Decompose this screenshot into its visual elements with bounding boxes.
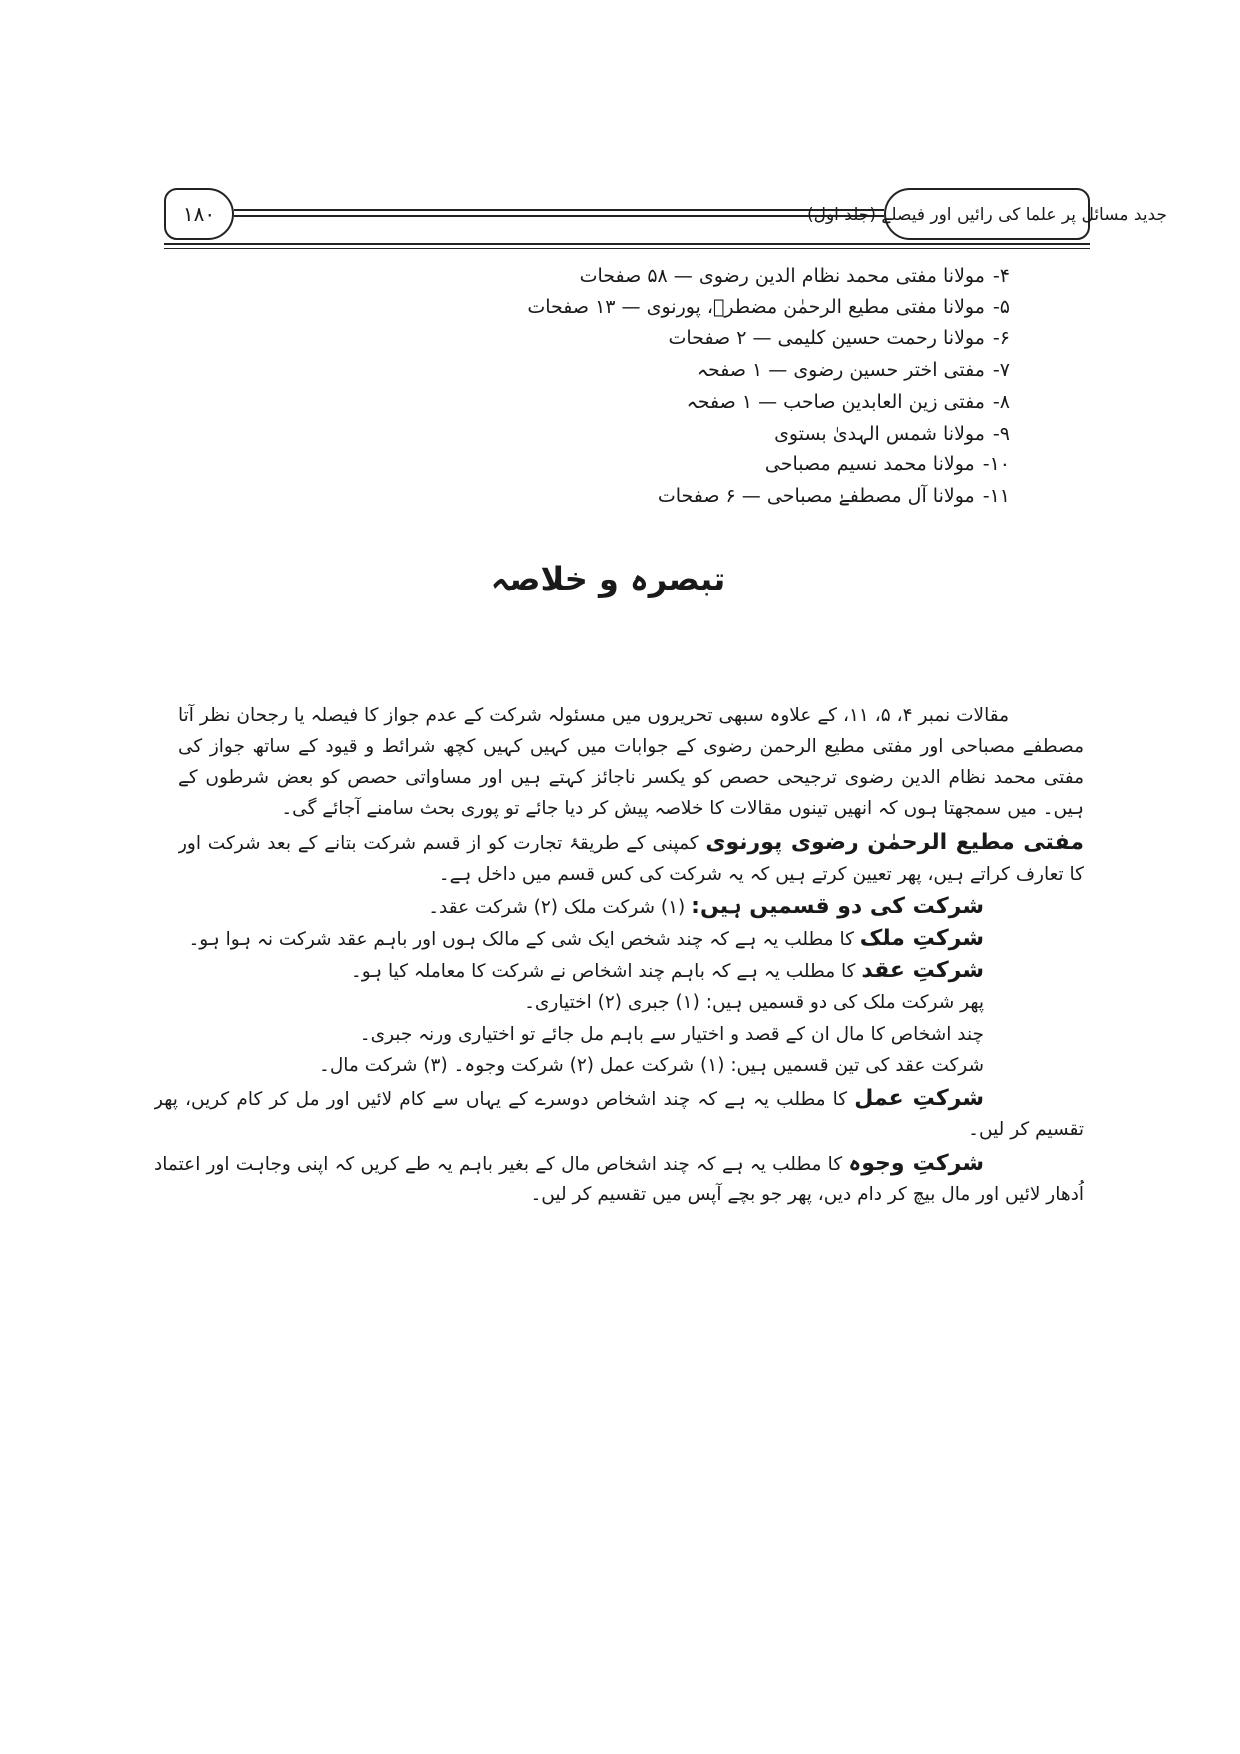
item-number: ۵- (992, 296, 1010, 318)
item-name: مولانا محمد نسیم مصباحی (764, 453, 975, 475)
paragraph-line: کا تعارف کراتے ہیں، پھر تعیین کرتے ہیں کہ یہ شرکت کی کس قسم میں داخل ہے۔ (438, 864, 1084, 885)
paragraph-line: مفتی محمد نظام الدین رضوی ترجیحی حصص کو یکسر ناجائز کہتے ہیں اور مساواتی حصص کو بعض شرطوں کے (178, 767, 1084, 788)
paragraph-line: اُدھار لائیں اور مال بیچ کر دام دیں، پھر جو بچے آپس میں تقسیم کر لیں۔ (530, 1184, 1084, 1205)
list-item: ۷-مفتی اختر حسین رضوی — ۱ صفحہ (696, 359, 1010, 381)
book-title: جدید مسائل پر علما کی رائیں اور فیصلے (جلد اول) (884, 188, 1090, 240)
list-item: ۵-مولانا مفتی مطیع الرحمٰن مضطرؔ، پورنوی — ۱۳ صفحات (527, 296, 1010, 318)
item-pages: ۱ صفحہ (686, 391, 753, 413)
item-number: ۱۰- (982, 453, 1010, 475)
item-number: ۶- (992, 327, 1010, 349)
item-pages: ۶ صفحات (657, 485, 736, 507)
item-number: ۹- (992, 423, 1010, 445)
item-pages: ۱ صفحہ (696, 359, 763, 381)
paragraph-line: چند اشخاص کا مال ان کے قصد و اختیار سے باہم مل جائے تو اختیاری ورنہ جبری۔ (359, 1024, 984, 1045)
item-name: مولانا شمس الہدیٰ بستوی (774, 423, 985, 445)
paragraph-line (351, 955, 984, 987)
paragraph-line (154, 1083, 984, 1115)
list-item: ۶-مولانا رحمت حسین کلیمی — ۲ صفحات (668, 327, 1010, 349)
item-name: مولانا رحمت حسین کلیمی (777, 327, 985, 349)
line-text: کمپنی کے طریقۂ تجارت کو از قسم شرکت بتانے کے بعد شرکت اور (178, 833, 699, 854)
paragraph-line (428, 891, 984, 923)
item-number: ۴- (992, 265, 1010, 287)
list-item: ۴-مولانا مفتی محمد نظام الدین رضوی — ۵۸ صفحات (579, 265, 1010, 287)
item-pages: ۲ صفحات (668, 327, 747, 349)
bold-lead: شرکتِ وجوہ (848, 1151, 984, 1176)
paragraph-line (154, 1148, 984, 1180)
item-name: مولانا مفتی محمد نظام الدین رضوی (698, 265, 985, 287)
paragraph-line: مقالات نمبر ۴، ۵، ۱۱، کے علاوہ سبھی تحریروں میں مسئولہ شرکت کے عدم جواز کا فیصلہ یا رجحان نظر آتا (178, 705, 1009, 726)
bold-lead: شرکتِ عمل (854, 1086, 984, 1111)
paragraph-line: تقسیم کر لیں۔ (968, 1119, 1084, 1140)
line-text: کا مطلب یہ ہے کہ چند شخص ایک شی کے مالک ہوں اور باہم عقد شرکت نہ ہوا ہو۔ (188, 929, 860, 950)
line-text: (۱) شرکت ملک (۲) شرکت عقد۔ (428, 897, 692, 918)
section-heading: تبصرہ و خلاصہ (490, 560, 726, 598)
list-item: ۸-مفتی زین العابدین صاحب — ۱ صفحہ (686, 391, 1010, 413)
line-text: کا مطلب یہ ہے کہ چند اشخاص مال کے بغیر باہم یہ طے کریں کہ اپنی وجاہت اور اعتماد (154, 1154, 843, 1175)
item-number: ۱۱- (982, 485, 1010, 507)
bold-lead: شرکتِ عقد (861, 958, 984, 983)
list-item (774, 419, 1010, 449)
paragraph-line: شرکت عقد کی تین قسمیں ہیں: (۱) شرکت عمل (۲) شرکت وجوہ۔ (۳) شرکت مال۔ (319, 1055, 984, 1076)
item-name: مفتی اختر حسین رضوی (793, 359, 985, 381)
list-item: ۱۱-مولانا آل مصطفےٰ مصباحی — ۶ صفحات (657, 485, 1010, 507)
bold-lead: شرکتِ ملک (859, 926, 984, 951)
page-number: ۱۸۰ (164, 188, 234, 240)
item-name: مفتی زین العابدین صاحب (783, 391, 985, 413)
line-text: کا مطلب یہ ہے کہ باہم چند اشخاص نے شرکت کا معاملہ کیا ہو۔ (350, 961, 862, 982)
paragraph-line: مصطفے مصباحی اور مفتی مطیع الرحمن رضوی کے جوابات میں کہیں کہیں کچھ شرائط و قیود کے ساتھ جواز کی (178, 736, 1084, 757)
line-text: کا مطلب یہ ہے کہ چند اشخاص دوسرے کے یہاں سے کام لائیں اور مل کر کام کریں، پھر (154, 1089, 848, 1110)
bold-lead: مفتی مطیع الرحمٰن رضوی پورنوی (705, 830, 1084, 855)
item-pages: ۱۳ صفحات (527, 296, 616, 318)
paragraph-line: پھر شرکت ملک کی دو قسمیں ہیں: (۱) جبری (۲) اختیاری۔ (524, 992, 984, 1013)
header-divider (234, 209, 884, 217)
item-name: مولانا مفتی مطیع الرحمٰن مضطرؔ، پورنوی (646, 296, 985, 318)
paragraph-line (178, 827, 1084, 859)
item-number: ۷- (992, 359, 1010, 381)
list-item (765, 449, 1010, 479)
item-name: مولانا آل مصطفےٰ مصباحی (766, 485, 975, 507)
bold-lead: شرکت کی دو قسمیں ہیں: (691, 894, 984, 919)
paragraph-line (188, 923, 984, 955)
item-pages: ۵۸ صفحات (579, 265, 668, 287)
paragraph-line: ہیں۔ میں سمجھتا ہوں کہ انھیں تینوں مقالات کا خلاصہ پیش کر دیا جائے تو پوری بحث سامنے آجائے گی۔ (281, 798, 1084, 819)
header-rule (164, 243, 1090, 249)
item-number: ۸- (992, 391, 1010, 413)
